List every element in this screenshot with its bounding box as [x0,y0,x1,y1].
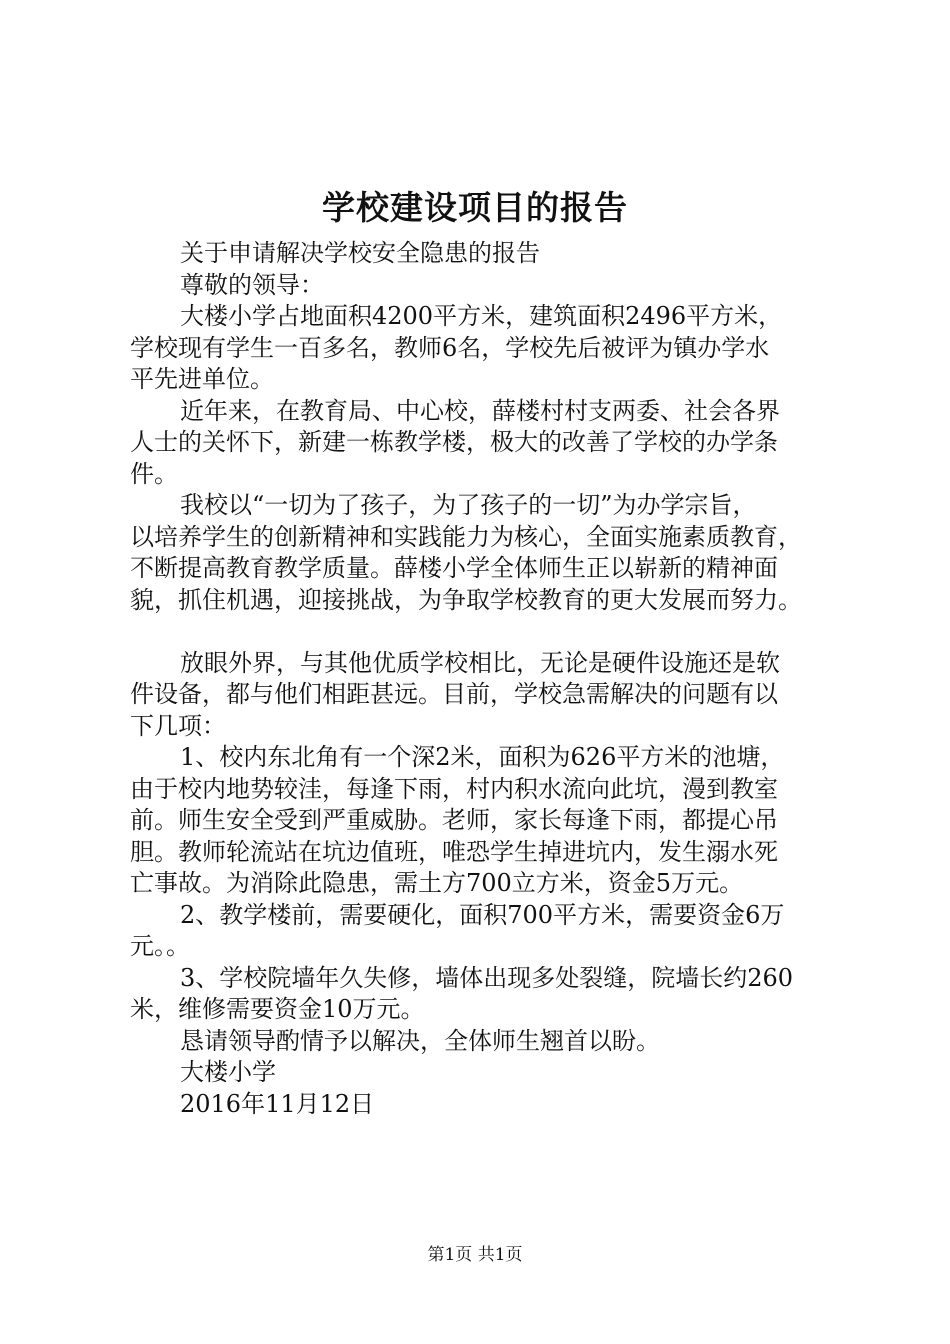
list-item-line: 1、校内东北角有一个深2米，面积为626平方米的池塘， [180,743,785,771]
blank-line [130,616,830,648]
signature-date: 2016年11月12日 [180,1089,375,1118]
paragraph-line: 貌，抓住机遇，迎接挑战，为争取学校教育的更大发展而努力。 [130,585,802,614]
paragraph-line: 件设备，都与他们相距甚远。目前，学校急需解决的问题有以 [130,680,778,708]
page-footer: 第1页 共1页 [427,1245,523,1265]
paragraph-line: 平先进单位。 [130,365,274,393]
paragraph-line: 大楼小学占地面积4200平方米，建筑面积2496平方米， [180,302,783,330]
list-item-line: 前。师生安全受到严重威胁。老师，家长每逢下雨，都提心吊 [130,806,778,834]
list-item-line: 2、教学楼前，需要硬化，面积700平方米，需要资金6万 [180,900,785,929]
document-body [130,238,830,1120]
paragraph-line: 学校现有学生一百多名，教师6名，学校先后被评为镇办学水 [130,333,770,362]
paragraph-line: 以培养学生的创新精神和实践能力为核心，全面实施素质教育， [130,522,802,551]
list-item-line: 元。。 [130,932,190,960]
list-item-line: 米，维修需要资金10万元。 [130,995,425,1023]
list-item-line: 胆。教师轮流站在坑边值班，唯恐学生掉进坑内，发生溺水死 [130,837,778,866]
list-item-line: 3、学校院墙年久失修，墙体出现多处裂缝，院墙长约260 [180,963,794,992]
subject-line: 关于申请解决学校安全隐患的报告 [180,239,540,267]
paragraph-line: 不断提高教育教学质量。薛楼小学全体师生正以崭新的精神面 [130,554,778,582]
paragraph-line: 人士的关怀下，新建一栋教学楼，极大的改善了学校的办学条 [130,428,778,456]
paragraph-line: 放眼外界，与其他优质学校相比，无论是硬件设施还是软 [180,648,780,677]
paragraph-line: 件。 [130,459,178,488]
signature-school: 大楼小学 [180,1058,276,1086]
list-item-line: 亡事故。为消除此隐患，需土方700立方米，资金5万元。 [130,869,744,897]
list-item-line: 由于校内地势较洼，每逢下雨，村内积水流向此坑，漫到教室 [130,774,778,803]
closing-request: 恳请领导酌情予以解决，全体师生翘首以盼。 [180,1026,660,1055]
paragraph-line: 近年来，在教育局、中心校，薛楼村村支两委、社会各界 [180,396,780,425]
paragraph-line: 下几项： [130,711,226,740]
document-title: 学校建设项目的报告 [322,188,628,227]
salutation: 尊敬的领导： [180,270,324,299]
paragraph-line: 我校以“一切为了孩子，为了孩子的一切”为办学宗旨， [180,491,757,519]
